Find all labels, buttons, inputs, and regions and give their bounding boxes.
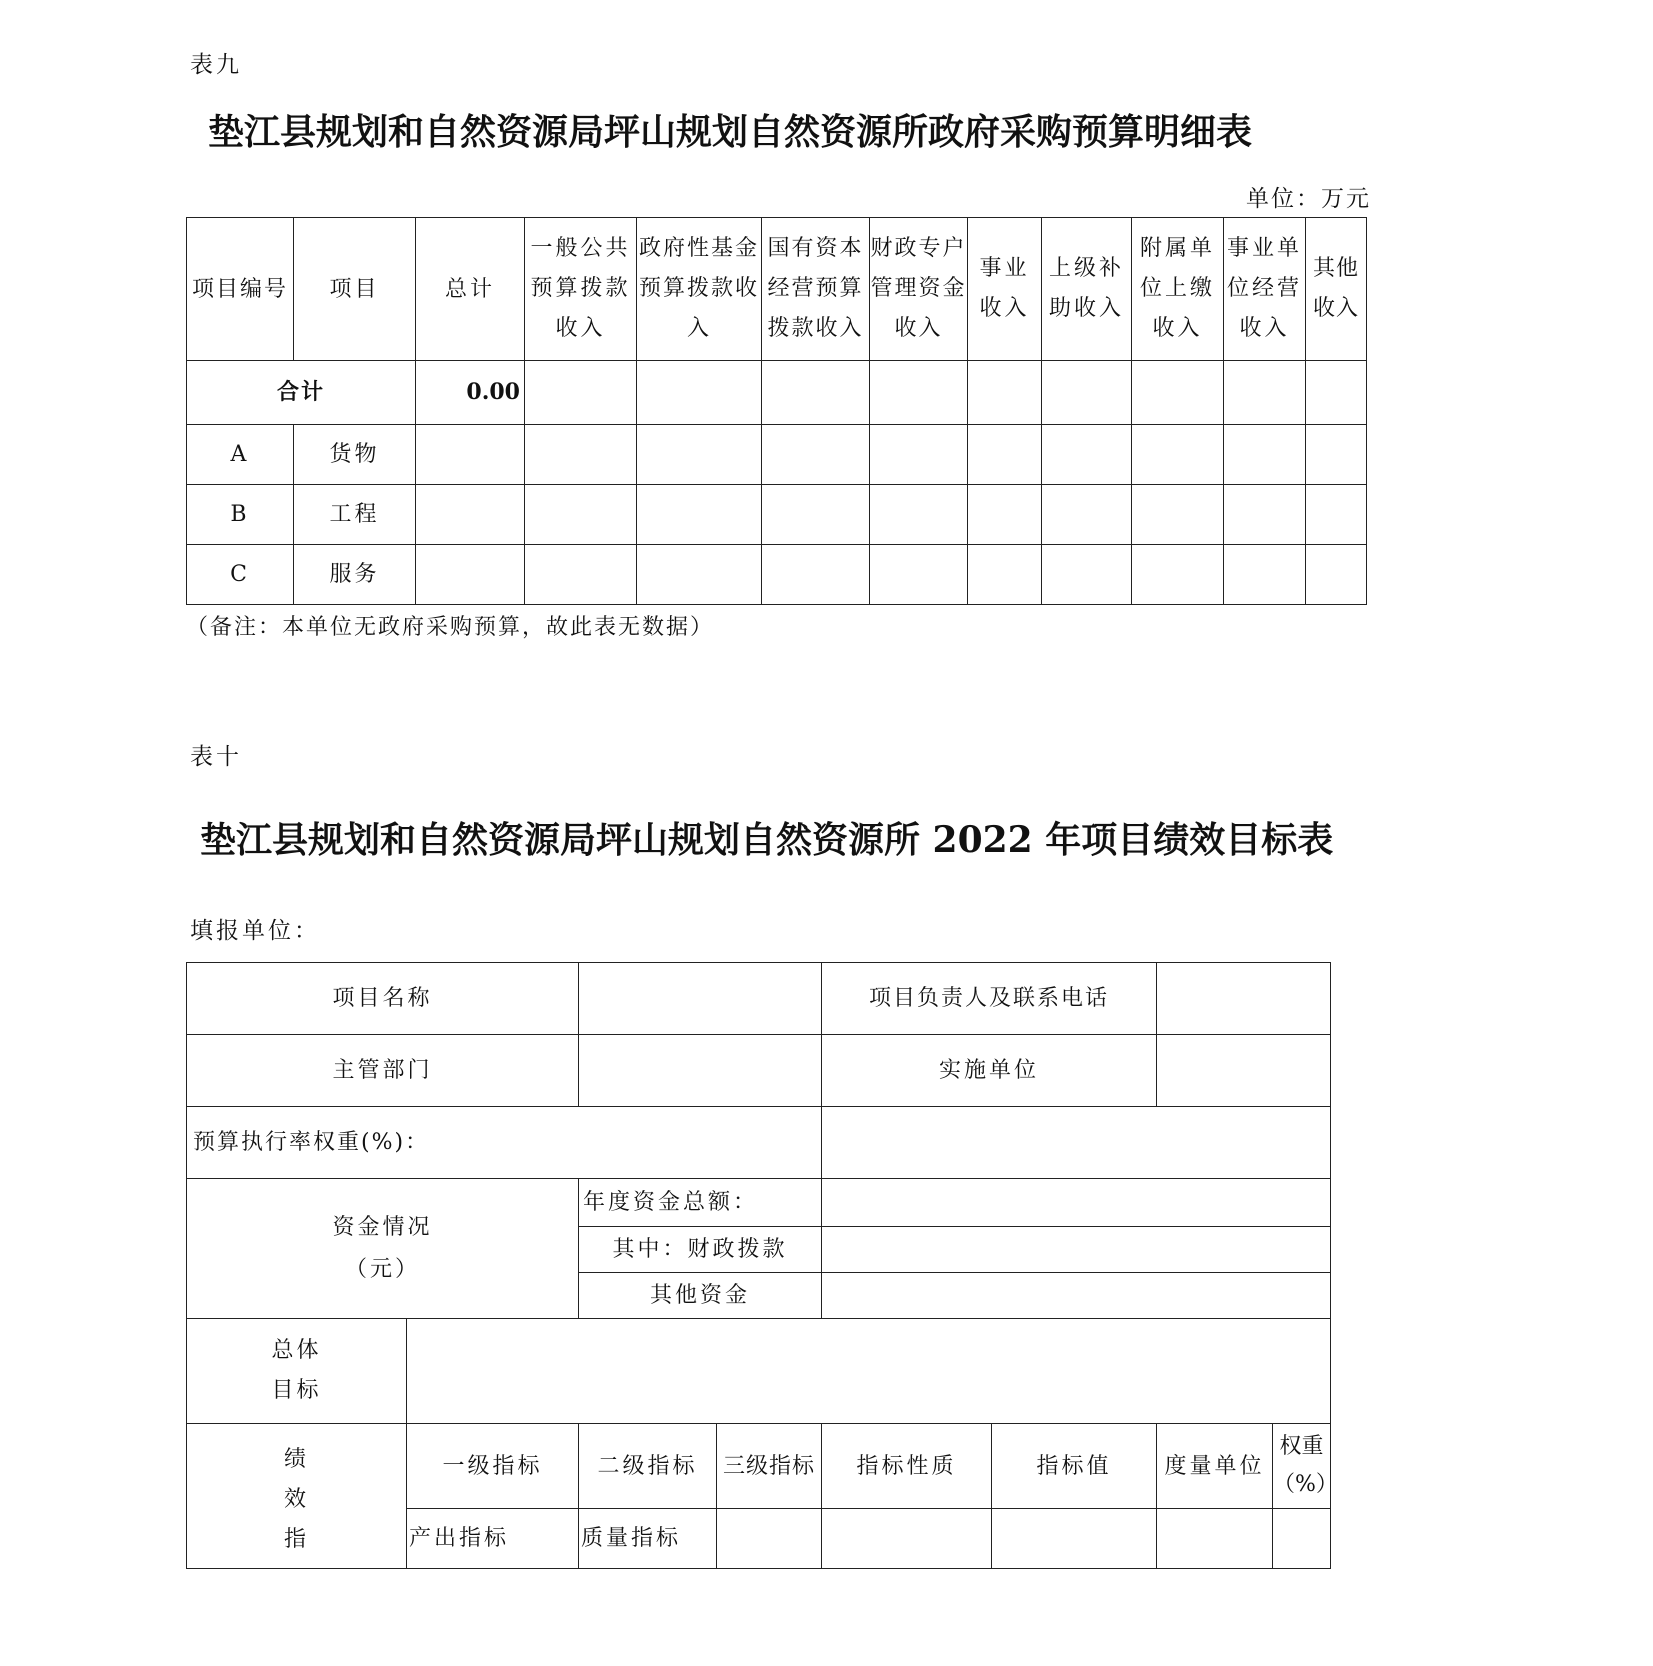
- row-item: 货物: [294, 425, 416, 485]
- overall-goal-label: 总体 目标: [187, 1319, 407, 1424]
- header-business-income: 事业 收入: [968, 218, 1042, 361]
- table-row: [187, 485, 1367, 545]
- other-funds-value: [822, 1273, 1331, 1319]
- table-row: [187, 545, 1367, 605]
- exec-rate-label: 预算执行率权重(%)：: [187, 1107, 822, 1179]
- fiscal-value: [822, 1227, 1331, 1273]
- responsible-label: 项目负责人及联系电话: [822, 963, 1157, 1035]
- table9-grid: [186, 217, 1367, 605]
- overall-goal-value: [407, 1319, 1331, 1424]
- project-name-label: 项目名称: [187, 963, 579, 1035]
- department-label: 主管部门: [187, 1035, 579, 1107]
- header-value: 指标值: [992, 1424, 1157, 1509]
- header-state-capital: 国有资本 经营预算 拨款收入: [762, 218, 870, 361]
- header-level1: 一级指标: [407, 1424, 579, 1509]
- responsible-value: [1157, 963, 1331, 1035]
- header-item: 项目: [294, 218, 416, 361]
- table9-title: 垫江县规划和自然资源局坪山规划自然资源所政府采购预算明细表: [208, 111, 1253, 153]
- table-row: [187, 425, 1367, 485]
- total-label: 合计: [187, 361, 416, 425]
- header-weight: 权重 （%）: [1273, 1424, 1331, 1509]
- project-name-value: [579, 963, 822, 1035]
- header-fiscal-account: 财政专户 管理资金 收入: [870, 218, 968, 361]
- table10-grid: [186, 962, 1338, 1569]
- perf-indicator-label: 绩 效 指: [187, 1424, 407, 1569]
- row-level2: 质量指标: [579, 1509, 717, 1569]
- annual-total-value: [822, 1179, 1331, 1227]
- implementer-label: 实施单位: [822, 1035, 1157, 1107]
- fiscal-label: 其中：财政拨款: [579, 1227, 822, 1273]
- row-code: A: [187, 425, 294, 485]
- header-general-budget: 一般公共 预算拨款 收入: [525, 218, 637, 361]
- table9-total-row: [187, 361, 1367, 425]
- header-other-income: 其他 收入: [1306, 218, 1367, 361]
- header-nature: 指标性质: [822, 1424, 992, 1509]
- header-unit: 度量单位: [1157, 1424, 1273, 1509]
- table10-filler: 填报单位：: [190, 918, 320, 944]
- header-total: 总计: [416, 218, 525, 361]
- header-code: 项目编号: [187, 218, 294, 361]
- department-value: [579, 1035, 822, 1107]
- table10-title: 垫江县规划和自然资源局坪山规划自然资源所 2022 年项目绩效目标表: [200, 819, 1334, 861]
- row-code: C: [187, 545, 294, 605]
- table9-unit: 单位：万元: [1246, 186, 1371, 212]
- table9-header-row: [187, 218, 1367, 361]
- other-funds-label: 其他资金: [579, 1273, 822, 1319]
- funds-label: 资金情况 （元）: [187, 1179, 579, 1319]
- total-value: 0.00: [416, 361, 525, 425]
- annual-total-label: 年度资金总额：: [579, 1179, 822, 1227]
- header-gov-fund: 政府性基金 预算拨款收 入: [637, 218, 762, 361]
- header-affiliated-payment: 附属单 位上缴 收入: [1132, 218, 1224, 361]
- row-level1: 产出指标: [407, 1509, 579, 1569]
- implementer-value: [1157, 1035, 1331, 1107]
- table9-label: 表九: [190, 52, 242, 78]
- header-level3: 三级指标: [717, 1424, 822, 1509]
- table10-label: 表十: [190, 744, 242, 770]
- row-item: 服务: [294, 545, 416, 605]
- row-item: 工程: [294, 485, 416, 545]
- exec-rate-value: [822, 1107, 1331, 1179]
- header-superior-subsidy: 上级补 助收入: [1042, 218, 1132, 361]
- row-code: B: [187, 485, 294, 545]
- table9-note: （备注：本单位无政府采购预算，故此表无数据）: [186, 615, 715, 640]
- header-level2: 二级指标: [579, 1424, 717, 1509]
- header-business-operation: 事业单 位经营 收入: [1224, 218, 1306, 361]
